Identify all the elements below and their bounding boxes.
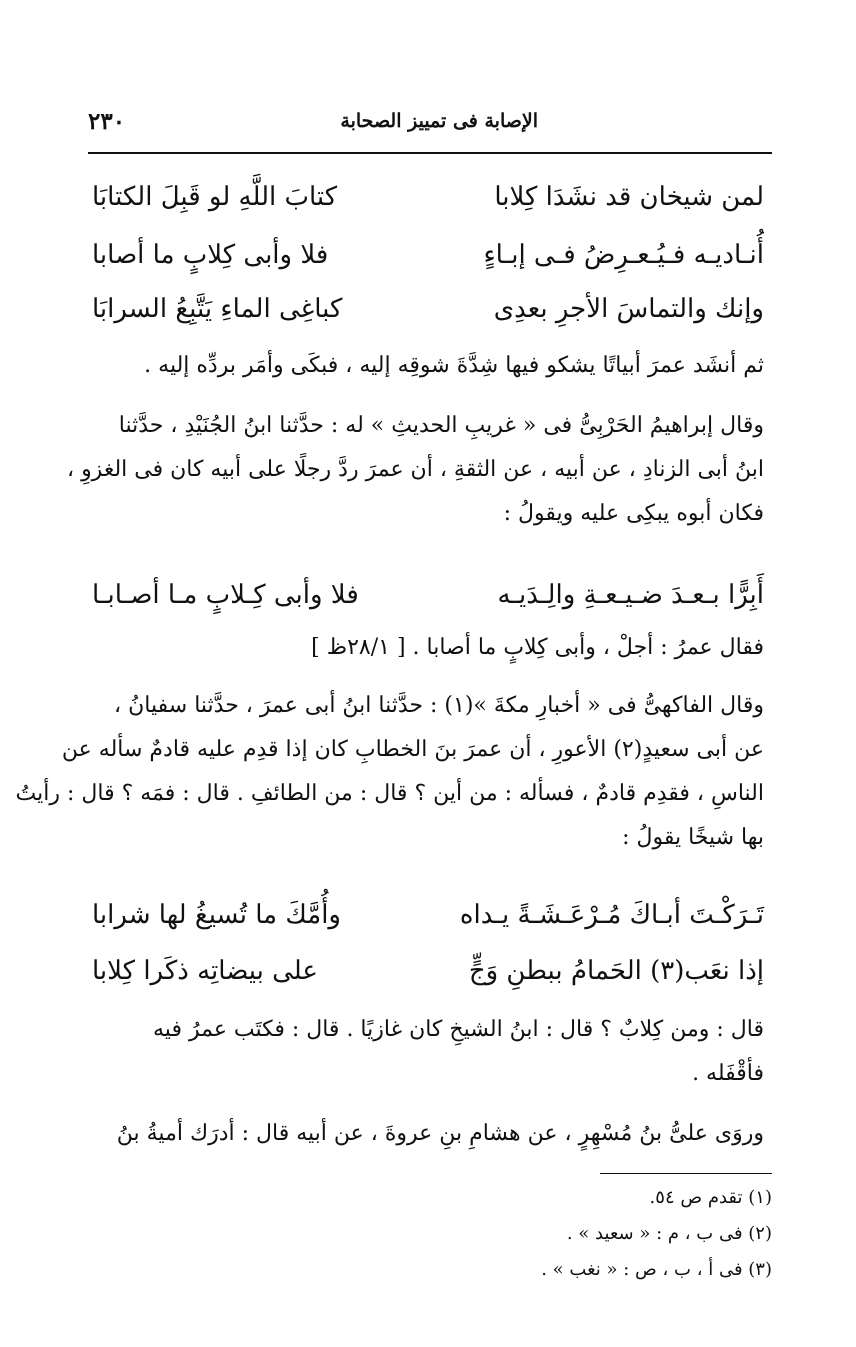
verse-second-hemistich: فلا وأبى كِـلابٍ مـا أصـابـا (92, 580, 359, 610)
verse-first-hemistich: أَبِرًّا بـعـدَ ضـيـعـةِ والِـدَيـه (497, 580, 764, 610)
text-line: الناسِ ، فقدِم قادمٌ ، فسأله : من أين ؟ قال : من الطائفِ . قال : فمَه ؟ قال : رأيتُ (15, 781, 764, 806)
verse-line (92, 182, 764, 232)
text-line: فأقْفَله . (692, 1061, 764, 1086)
footnote: (٢) فى ب ، م : « سعيد » . (566, 1223, 772, 1244)
verse-first-hemistich: أُنـاديـه فـيُـعـرِضُ فـى إبـاءٍ (483, 240, 764, 270)
paragraph (92, 1112, 764, 1156)
verse-second-hemistich: فلا وأبى كِلابٍ ما أصابا (92, 240, 329, 270)
text-line: ابنُ أبى الزنادِ ، عن أبيه ، عن الثقةِ ، أن عمرَ ردَّ رجلًا على أبيه كان فى الغزوِ ، (66, 457, 764, 482)
text-line: عن أبى سعيدٍ(٢) الأعورِ ، أن عمرَ بنَ الخطابِ كان إذا قدِم عليه قادمٌ سأله عن (61, 737, 764, 762)
text-line: وروَى علىُّ بنُ مُسْهِرٍ ، عن هشامِ بنِ عروةَ ، عن أبيه قال : أدرَك أميةُ بنُ (116, 1121, 764, 1146)
footnotes (372, 1180, 772, 1288)
text-line: فكان أبوه يبكِى عليه ويقولُ : (503, 501, 764, 526)
verse-second-hemistich: كتابَ اللَّهِ لو قَبِلَ الكتابَا (92, 182, 338, 212)
verse-second-hemistich: على بيضاتِه ذكَرا كِلابا (92, 956, 318, 986)
book-title: الإصابة فى تمييز الصحابة (340, 110, 538, 132)
paragraph (15, 684, 764, 860)
text-line: وقال إبراهيمُ الحَرْبِىُّ فى « غريبِ الحديثِ » له : حدَّثنا ابنُ الجُنَيْدِ ، حدَّثنا (118, 413, 764, 438)
page-header (88, 108, 768, 144)
footnote: (١) تقدم ص ٥٤. (649, 1187, 772, 1208)
text-line: وقال الفاكهىُّ فى « أخبارِ مكةَ »(١) : حدَّثنا ابنُ أبى عمرَ ، حدَّثنا سفيانُ ، (114, 693, 764, 718)
verse-first-hemistich: وإنك والتماسَ الأجرِ بعدِى (493, 294, 764, 324)
verse-first-hemistich: لمن شيخان قد نشَدَا كِلابا (494, 182, 764, 212)
paragraph (92, 344, 764, 388)
verse-line (92, 900, 764, 950)
verse-second-hemistich: كباغِى الماءِ يَتَّبِعُ السرابَا (92, 294, 343, 324)
verse-line (92, 956, 764, 1006)
page-number: ٢٣٠ (88, 108, 126, 135)
footnote: (٣) فى أ ، ب ، ص : « نغب » . (541, 1259, 772, 1280)
verse-line (92, 580, 764, 630)
paragraph (66, 404, 764, 536)
header-rule (88, 152, 772, 154)
verse-second-hemistich: وأُمَّكَ ما تُسيغُ لها شرابا (92, 900, 341, 930)
paragraph (92, 1008, 764, 1096)
verse-line (92, 240, 764, 290)
text-line: ثم أنشَد عمرَ أبياتًا يشكو فيها شِدَّةَ شوقِه إليه ، فبكَى وأمَر بردِّه إليه . (144, 353, 764, 378)
verse-line (92, 294, 764, 344)
verse-first-hemistich: تَـرَكْـتَ أبـاكَ مُـرْعَـشَـةً يـداه (459, 900, 764, 930)
text-line: بها شيخًا يقولُ : (622, 825, 764, 850)
text-line: فقال عمرُ : أجلْ ، وأبى كِلابٍ ما أصابا . [ ٢٨/١ظ ] (311, 635, 764, 660)
paragraph (92, 626, 764, 670)
footnote-rule (600, 1173, 772, 1174)
text-line: قال : ومن كِلابٌ ؟ قال : ابنُ الشيخِ كان غازيًا . قال : فكتَب عمرُ فيه (153, 1017, 764, 1042)
verse-first-hemistich: إذا نعَب(٣) الحَمامُ ببطنِ وَجٍّ (468, 956, 764, 986)
